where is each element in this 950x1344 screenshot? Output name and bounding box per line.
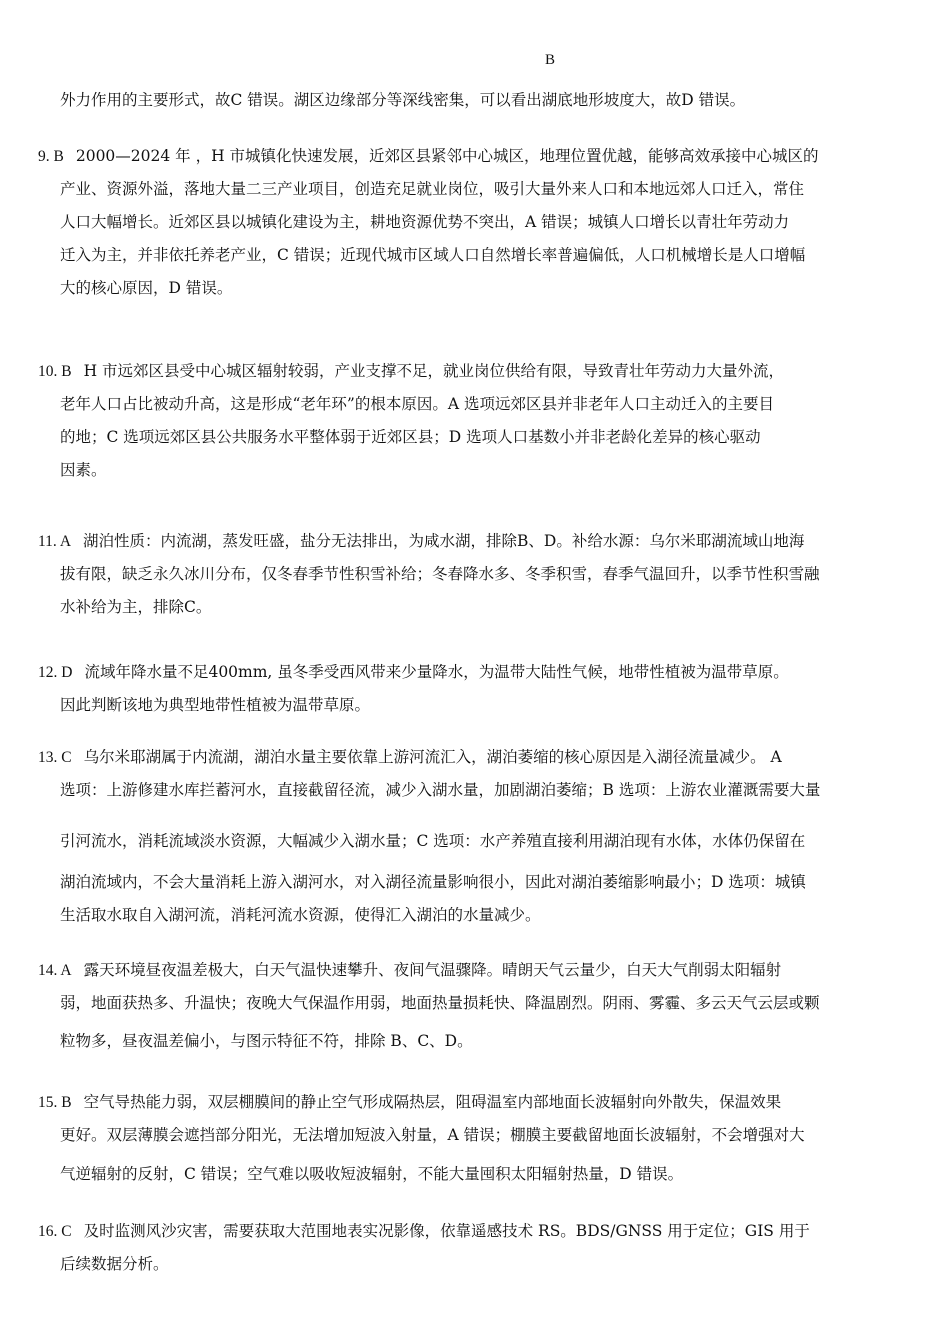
answer-16-line-1: 16. C 及时监测风沙灾害，需要获取大范围地表实况影像，依靠遥感技术 RS。BDS/GNSS 用于定位；GIS 用于 bbox=[38, 1222, 810, 1240]
answer-9-line-3: 人口大幅增长。近郊区县以城镇化建设为主，耕地资源优势不突出，A 错误；城镇人口增长以青壮年劳动力 bbox=[60, 213, 790, 231]
answer-14 bbox=[38, 954, 906, 1058]
answer-15-label: 15. B bbox=[38, 1094, 72, 1111]
answer-14-line-3: 粒物多，昼夜温差偏小，与图示特征不符，排除 B、C、D。 bbox=[60, 1032, 473, 1050]
answer-12-label: 12. D bbox=[38, 664, 73, 681]
answer-10 bbox=[38, 355, 906, 487]
answer-14-label: 14. A bbox=[38, 962, 72, 979]
answer-10-line-3: 的地；C 选项远郊区县公共服务水平整体弱于近郊区县；D 选项人口基数小并非老龄化差异的核心驱动 bbox=[60, 428, 761, 446]
answer-14-line-2: 弱，地面获热多、升温快；夜晚大气保温作用弱，地面热量损耗快、降温剧烈。阴雨、雾霾、多云天气云层或颗 bbox=[60, 994, 820, 1012]
intro-paragraph bbox=[38, 84, 906, 117]
answer-13-line-4: 湖泊流域内，不会大量消耗上游入湖河水，对入湖径流量影响很小，因此对湖泊萎缩影响最小；D 选项：城镇 bbox=[60, 873, 806, 891]
answer-15-line-3: 气逆辐射的反射，C 错误；空气难以吸收短波辐射，不能大量囤积太阳辐射热量，D 错误。 bbox=[60, 1165, 684, 1183]
answer-11-line-2: 拔有限，缺乏永久冰川分布，仅冬春季节性积雪补给；冬春降水多、冬季积雪，春季气温回升，以季节性积雪融 bbox=[60, 565, 820, 583]
answer-16 bbox=[38, 1215, 906, 1281]
answer-12-line-2: 因此判断该地为典型地带性植被为温带草原。 bbox=[60, 696, 371, 714]
answer-13-line-5: 生活取水取自入湖河流，消耗河流水资源，使得汇入湖泊的水量减少。 bbox=[60, 906, 541, 924]
answer-13-line-2: 选项：上游修建水库拦蓄河水，直接截留径流，减少入湖水量，加剧湖泊萎缩；B 选项：上游农业灌溉需要大量 bbox=[60, 781, 821, 799]
answer-10-line-1: 10. B H 市远郊区县受中心城区辐射较弱，产业支撑不足，就业岗位供给有限，导致青壮年劳动力大量外流， bbox=[38, 362, 785, 380]
answer-9 bbox=[38, 140, 906, 305]
answer-12-line-1: 12. D 流域年降水量不足400mm, 虽冬季受西风带来少量降水，为温带大陆性气候，地带性植被为温带草原。 bbox=[38, 663, 789, 681]
answer-13-label: 13. C bbox=[38, 749, 72, 766]
answer-11-line-3: 水补给为主，排除C。 bbox=[60, 598, 212, 616]
answer-11-line-1: 11. A 湖泊性质：内流湖，蒸发旺盛，盐分无法排出，为咸水湖，排除B、D。补给水源：乌尔米耶湖流域山地海 bbox=[38, 532, 805, 550]
answer-10-line-4: 因素。 bbox=[60, 461, 107, 479]
intro-line: 外力作用的主要形式，故C 错误。湖区边缘部分等深线密集，可以看出湖底地形坡度大，故D 错误。 bbox=[60, 91, 746, 109]
answer-15 bbox=[38, 1086, 906, 1191]
answer-9-line-1: 9. B 2000—2024 年 ，H 市城镇化快速发展，近郊区县紧邻中心城区，地理位置优越，能够高效承接中心城区的 bbox=[38, 147, 819, 165]
answer-16-label: 16. C bbox=[38, 1223, 72, 1240]
answer-13-line-3: 引河流水，消耗流域淡水资源，大幅减少入湖水量；C 选项：水产养殖直接利用湖泊现有水体，水体仍保留在 bbox=[60, 832, 806, 850]
answer-13 bbox=[38, 741, 906, 932]
answer-11 bbox=[38, 525, 906, 624]
answer-10-line-2: 老年人口占比被动升高，这是形成“老年环”的根本原因。A 选项远郊区县并非老年人口主动迁入的主要目 bbox=[60, 395, 774, 413]
answer-13-line-1: 13. C 乌尔米耶湖属于内流湖，湖泊水量主要依靠上游河流汇入，湖泊萎缩的核心原因是入湖径流量减少。 A bbox=[38, 748, 782, 766]
answer-9-label: 9. B bbox=[38, 148, 64, 165]
answer-15-line-1: 15. B 空气导热能力弱，双层棚膜间的静止空气形成隔热层，阻碍温室内部地面长波辐射向外散失，保温效果 bbox=[38, 1093, 782, 1111]
answer-11-label: 11. A bbox=[38, 533, 72, 550]
answer-16-line-2: 后续数据分析。 bbox=[60, 1255, 169, 1273]
answer-9-line-2: 产业、资源外溢，落地大量二三产业项目，创造充足就业岗位，吸引大量外来人口和本地远郊人口迁入，常住 bbox=[60, 180, 805, 198]
answer-9-line-4: 迁入为主，并非依托养老产业，C 错误；近现代城市区域人口自然增长率普遍偏低，人口机械增长是人口增幅 bbox=[60, 246, 806, 264]
answer-10-label: 10. B bbox=[38, 363, 72, 380]
answer-14-line-1: 14. A 露天环境昼夜温差极大，白天气温快速攀升、夜间气温骤降。晴朗天气云量少，白天大气削弱太阳辐射 bbox=[38, 961, 782, 979]
answer-15-line-2: 更好。双层薄膜会遮挡部分阳光，无法增加短波入射量，A 错误；棚膜主要截留地面长波辐射，不会增强对大 bbox=[60, 1126, 805, 1144]
answer-9-line-5: 大的核心原因，D 错误。 bbox=[60, 279, 233, 297]
answer-12 bbox=[38, 656, 906, 722]
page-header-mark: B bbox=[544, 52, 555, 68]
